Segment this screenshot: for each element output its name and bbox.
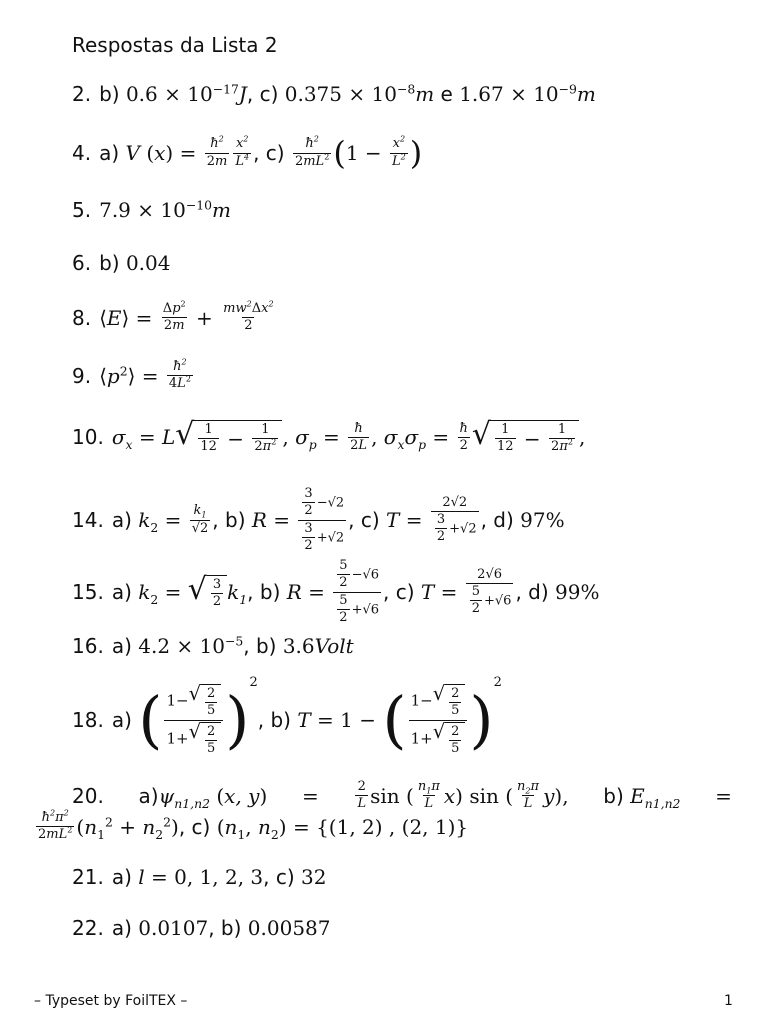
footer-typeset-credit: – Typeset by FoilTEX – (34, 993, 188, 1009)
answer-5: 5. $7.9 \times 10^{-10}$ m (72, 197, 231, 222)
answer-15: 15. a) k $_2$ = √ $\frac{3}{2}$ $k_1$ , b) R = $\frac{5}{2}$ −√6 $\frac{5}{2}$ +√6 , c) T = 2√6 $\frac{5}{2}$ +√6 , d) 99% (72, 558, 600, 625)
answer-14: 14. a) k $_2$ = $\frac{k_1}{√2}$ , b) R = $\frac{3}{2}$ −√2 $\frac{3}{2}$ +√2 , c) T = 2√2 $\frac{3}{2}$ +√2 , d) 97% (72, 486, 565, 553)
answer-4: 4. a) V ( x ) = $\frac{ħ^2}{2m}$ $\frac{x^2}{L^4}$ , c) $\frac{ħ^2}{2mL^2}$ ( 1 − $\frac{x^2}{L^2}$ ) (72, 134, 423, 172)
page-title: Respostas da Lista 2 (72, 33, 278, 57)
answer-number: 2. (72, 82, 92, 106)
answer-6: 6. b) 0.04 (72, 251, 171, 275)
answer-20-continued: $\frac{ħ^2\pi^2}{2mL^2}$ ( n $_1^2$ + n $_2^2$) , c) ( n $_1$, n $_2$) = {(1, 2) , (2, 1)} (38, 808, 469, 843)
page-number: 1 (724, 993, 733, 1009)
answer-21: 21. a) l = 0, 1, 2, 3 , c) 32 (72, 865, 327, 889)
answer-9: 9. ⟨ p $^2$⟩ = $\frac{ħ^2}{4L^2}$ (72, 357, 191, 392)
answer-20: 20. $a)\psi_{n1,n2}$ (x, y) = $\frac{2}{L}$ sin ( $\frac{n_1\pi}{L}$ x ) sin ( $\frac{n_2\pi}{L}$ y ), b) $E_{n1,n2}$ = (72, 779, 732, 812)
answer-2: 2. b) $0.6 \times 10^{-17}$ J , c) $0.375 \times 10^{-8}$ m e $1.67 \times 10^{-9}$ m (72, 81, 596, 106)
answer-8: 8. ⟨ E ⟩ = $\frac{\Delta p^2}{2m}$ + $\frac{mw^2\Delta x^2}{2}$ (72, 299, 274, 334)
answer-16: 16. a) $4.2 \times 10^{-5}$ , b) 3.6 Volt (72, 633, 354, 658)
answer-10: 10. $\sigma_x$ = L √ $\frac{1}{12}$ − $\frac{1}{2\pi^2}$ , $\sigma_p$ = $\frac{ħ}{2L}$ , $\sigma_x\sigma_p$ = $\frac{ħ}{2}$ √ $\frac{1}{12}$ − $\frac{1}{2\pi^2}$ , (72, 417, 586, 455)
answer-22: 22. a) 0.0107 , b) 0.00587 (72, 916, 331, 940)
answer-18: 18. a) ( 1− √ $\frac{2}{5}$ 1+ √ $\frac{2}{5}$ ) 2 , b) T = 1 − ( 1− √ $\frac{2}{5}$ 1+ √ $\frac{2}{5}$ ) 2 (72, 675, 502, 756)
